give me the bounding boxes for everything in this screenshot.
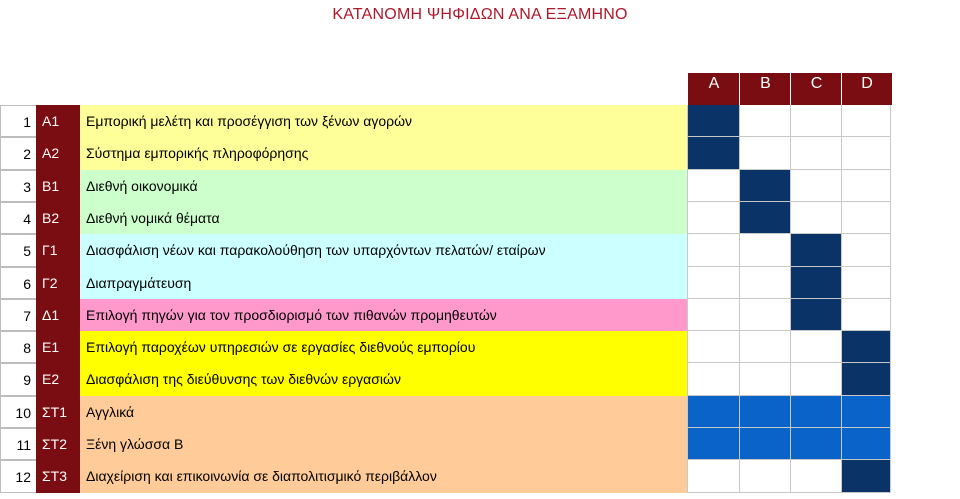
semester-cell-d-filled — [841, 363, 891, 396]
table-row — [0, 202, 960, 234]
semester-cell-c-empty — [790, 105, 841, 137]
semester-cell-c-filled — [790, 299, 841, 331]
semester-cell-d-empty — [841, 105, 891, 137]
semester-cell-a-empty — [687, 460, 739, 493]
module-code: Γ1 — [36, 234, 80, 267]
semester-cell-b-empty — [739, 267, 790, 299]
module-description: Ξένη γλώσσα Β — [80, 428, 687, 460]
semester-cell-c-empty — [790, 202, 841, 234]
table-row — [0, 234, 960, 267]
module-description: Διεθνή νομικά θέματα — [80, 202, 687, 234]
semester-cell-c-empty — [790, 460, 841, 493]
semester-cell-c-filled — [790, 267, 841, 299]
module-description: Εμπορική μελέτη και προσέγγιση των ξένων αγορών — [80, 105, 687, 137]
module-code: E1 — [36, 331, 80, 363]
row-number: 9 — [0, 363, 36, 396]
table-row — [0, 363, 960, 396]
module-description: Διαχείριση και επικοινωνία σε διαπολιτισμικό περιβάλλον — [80, 460, 687, 493]
semester-cell-b-filled — [739, 202, 790, 234]
semester-cell-b-empty — [739, 460, 790, 493]
semester-cell-d-empty — [841, 137, 891, 170]
semester-cell-a-empty — [687, 299, 739, 331]
column-header-a: A — [687, 73, 740, 105]
table-row — [0, 137, 960, 170]
semester-cell-a-empty — [687, 267, 739, 299]
module-code: B2 — [36, 202, 80, 234]
module-code: B1 — [36, 170, 80, 202]
semester-cell-d-empty — [841, 170, 891, 202]
table-row — [0, 428, 960, 460]
semester-cell-c-filled — [790, 428, 841, 460]
semester-cell-c-empty — [790, 137, 841, 170]
module-code: ΣΤ1 — [36, 396, 80, 428]
table-row — [0, 267, 960, 299]
table-row — [0, 105, 960, 137]
module-code: A1 — [36, 105, 80, 137]
row-number: 5 — [0, 234, 36, 267]
semester-cell-b-empty — [739, 234, 790, 267]
row-number: 1 — [0, 105, 36, 137]
row-number: 11 — [0, 428, 36, 460]
module-code: A2 — [36, 137, 80, 170]
table-row — [0, 299, 960, 331]
row-number: 6 — [0, 267, 36, 299]
semester-cell-b-filled — [739, 170, 790, 202]
semester-cell-d-filled — [841, 428, 891, 460]
semester-cell-a-empty — [687, 202, 739, 234]
column-header-c: C — [790, 73, 842, 105]
module-code: E2 — [36, 363, 80, 396]
semester-cell-b-filled — [739, 428, 790, 460]
semester-cell-a-filled — [687, 137, 739, 170]
module-description: Διεθνή οικονομικά — [80, 170, 687, 202]
semester-cell-a-empty — [687, 331, 739, 363]
semester-cell-a-filled — [687, 428, 739, 460]
semester-cell-c-empty — [790, 170, 841, 202]
column-header-d: D — [841, 73, 892, 105]
semester-cell-b-empty — [739, 299, 790, 331]
row-number: 10 — [0, 396, 36, 428]
semester-cell-d-empty — [841, 202, 891, 234]
semester-cell-c-empty — [790, 363, 841, 396]
page-title: ΚΑΤΑΝΟΜΗ ΨΗΦΙΔΩΝ ΑΝΑ ΕΞΑΜΗΝΟ — [332, 6, 628, 23]
module-description: Διασφάλιση της διεύθυνσης των διεθνών εργασιών — [80, 363, 687, 396]
semester-cell-b-empty — [739, 137, 790, 170]
semester-cell-c-empty — [790, 331, 841, 363]
module-description: Αγγλικά — [80, 396, 687, 428]
module-code: ΣΤ2 — [36, 428, 80, 460]
table-row — [0, 170, 960, 202]
semester-cell-d-filled — [841, 331, 891, 363]
row-number: 3 — [0, 170, 36, 202]
row-number: 2 — [0, 137, 36, 170]
semester-cell-a-empty — [687, 234, 739, 267]
semester-cell-d-empty — [841, 234, 891, 267]
semester-cell-a-empty — [687, 363, 739, 396]
module-description: Επιλογή πηγών για τον προσδιορισμό των πιθανών προμηθευτών — [80, 299, 687, 331]
semester-cell-b-empty — [739, 331, 790, 363]
row-number: 12 — [0, 460, 36, 493]
semester-cell-d-filled — [841, 460, 891, 493]
module-description: Διαπραγμάτευση — [80, 267, 687, 299]
row-number: 7 — [0, 299, 36, 331]
semester-cell-a-filled — [687, 396, 739, 428]
table-row — [0, 331, 960, 363]
module-description: Σύστημα εμπορικής πληροφόρησης — [80, 137, 687, 170]
semester-cell-a-empty — [687, 170, 739, 202]
semester-cell-a-filled — [687, 105, 739, 137]
module-code: Γ2 — [36, 267, 80, 299]
semester-cell-d-empty — [841, 267, 891, 299]
column-header-b: B — [739, 73, 791, 105]
module-description: Επιλογή παροχέων υπηρεσιών σε εργασίες διεθνούς εμπορίου — [80, 331, 687, 363]
module-code: ΣΤ3 — [36, 460, 80, 493]
semester-cell-c-filled — [790, 234, 841, 267]
semester-cell-b-empty — [739, 363, 790, 396]
semester-cell-b-filled — [739, 396, 790, 428]
semester-cell-d-filled — [841, 396, 891, 428]
semester-cell-b-empty — [739, 105, 790, 137]
semester-cell-d-empty — [841, 299, 891, 331]
table-row — [0, 396, 960, 428]
row-number: 4 — [0, 202, 36, 234]
table-row — [0, 460, 960, 493]
module-description: Διασφάλιση νέων και παρακολούθηση των υπαρχόντων πελατών/ εταίρων — [80, 234, 687, 267]
semester-cell-c-filled — [790, 396, 841, 428]
module-code: Δ1 — [36, 299, 80, 331]
row-number: 8 — [0, 331, 36, 363]
